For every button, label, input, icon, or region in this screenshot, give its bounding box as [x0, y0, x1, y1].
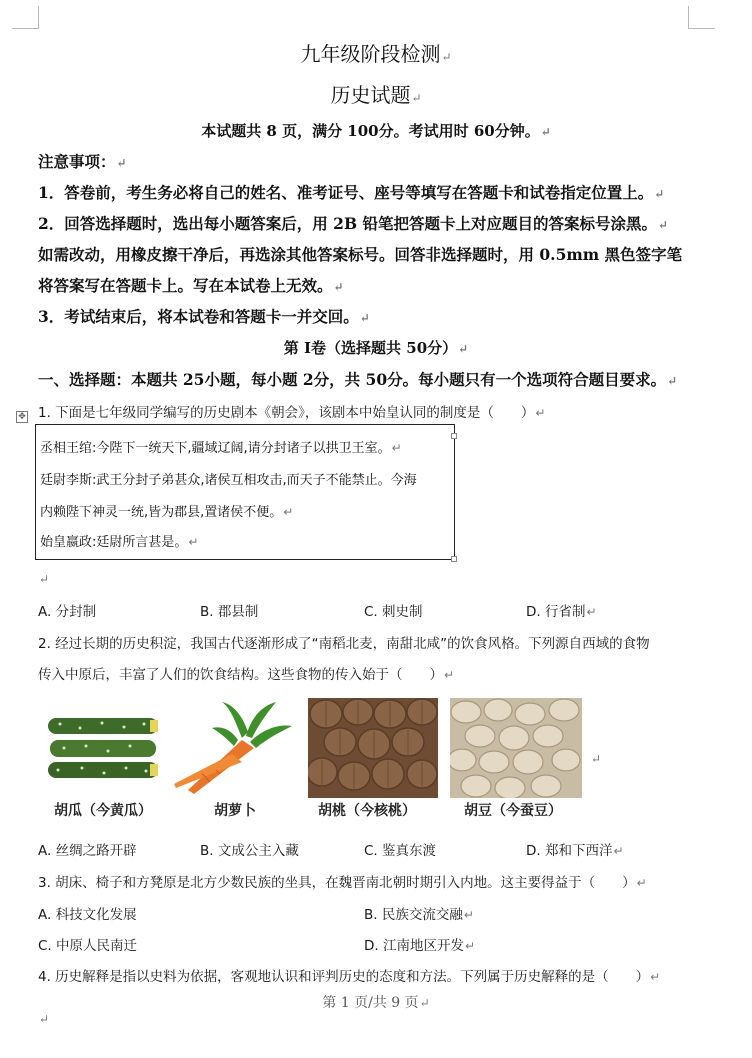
notice-heading: 注意事项：↵ — [38, 152, 127, 171]
cucumber-image — [46, 698, 160, 798]
script-line: 始皇嬴政:廷尉所言甚是。↵ — [40, 535, 199, 550]
corner-mark-right — [688, 6, 715, 29]
question-3-option-b: B. 民族交流交融↵ — [364, 907, 474, 923]
page-footer: 第 1 页/共 9 页↵ — [322, 995, 430, 1011]
page-subtitle: 历史试题↵ — [330, 83, 422, 107]
question-3-option-c: C. 中原人民南迁 — [38, 938, 138, 954]
script-line: 廷尉李斯:武王分封子弟甚众,诸侯互相攻击,而天子不能禁止。今海 — [40, 473, 417, 488]
notice-item: 2．回答选择题时，选出每小题答案后，用 2B 铅笔把答题卡上对应题目的答案标号涂黑。↵ — [38, 214, 669, 233]
question-2-option-a: A. 丝绸之路开辟 — [38, 843, 137, 859]
resize-handle[interactable] — [451, 556, 457, 562]
question-3-stem: 3. 胡床、椅子和方凳原是北方少数民族的坐具，在魏晋南北朝时期引入内地。这主要得益于（ ）↵ — [38, 875, 647, 891]
question-1-option-a: A. 分封制 — [38, 604, 97, 620]
question-2-option-d: D. 郑和下西洋↵ — [526, 843, 624, 859]
carrot-image — [172, 698, 296, 798]
question-2-option-b: B. 文成公主入藏 — [200, 843, 299, 859]
script-textbox[interactable] — [35, 424, 455, 560]
paragraph-mark: ↵ — [591, 752, 602, 766]
page-title: 九年级阶段检测↵ — [300, 42, 452, 66]
food-label-cucumber: 胡瓜（今黄瓜） — [54, 803, 152, 819]
notice-item: 将答案写在答题卡上。写在本试卷上无效。↵ — [38, 276, 344, 295]
script-line: 内赖陛下神灵一统,皆为郡县,置诸侯不便。↵ — [40, 505, 294, 520]
move-handle-icon[interactable]: ✥ — [16, 411, 28, 423]
notice-item: 3．考试结束后，将本试卷和答题卡一并交回。↵ — [38, 307, 370, 326]
question-1-stem: 1. 下面是七年级同学编写的历史剧本《朝会》，该剧本中始皇认同的制度是（ ）↵ — [38, 405, 546, 421]
resize-handle[interactable] — [451, 433, 457, 439]
question-2-stem: 2. 经过长期的历史积淀，我国古代逐渐形成了“南稻北麦，南甜北咸”的饮食风格。下列源自西域的食物 — [38, 636, 650, 652]
food-label-bean: 胡豆（今蚕豆） — [464, 803, 562, 819]
paragraph-mark: ↵ — [39, 1012, 50, 1026]
broad-bean-image — [450, 698, 582, 798]
notice-item: 1．答卷前，考生务必将自己的姓名、准考证号、座号等填写在答题卡和试卷指定位置上。↵ — [38, 183, 665, 202]
question-2-option-c: C. 鉴真东渡 — [364, 843, 437, 859]
question-4-stem: 4. 历史解释是指以史料为依据，客观地认识和评判历史的态度和方法。下列属于历史解释的是（ ）↵ — [38, 969, 661, 985]
question-1-option-c: C. 刺史制 — [364, 604, 423, 620]
question-1-option-b: B. 郡县制 — [200, 604, 259, 620]
question-2-stem: 传入中原后，丰富了人们的饮食结构。这些食物的传入始于（ ）↵ — [38, 667, 455, 683]
section-title: 第 I卷（选择题共 50分）↵ — [283, 339, 469, 357]
food-label-walnut: 胡桃（今核桃） — [318, 803, 416, 819]
walnut-image — [308, 698, 438, 798]
corner-mark-left — [12, 6, 39, 29]
script-line: 丞相王绾:今陛下一统天下,疆域辽阔,请分封诸子以拱卫王室。↵ — [40, 441, 402, 456]
question-1-option-d: D. 行省制↵ — [526, 604, 597, 620]
exam-info: 本试题共 8 页，满分 100分。考试用时 60分钟。↵ — [201, 122, 551, 140]
food-label-carrot: 胡萝卜 — [214, 803, 256, 819]
notice-item: 如需改动，用橡皮擦干净后，再选涂其他答案标号。回答非选择题时，用 0.5mm 黑色签字笔 — [38, 245, 683, 264]
question-3-option-a: A. 科技文化发展 — [38, 907, 137, 923]
paragraph-mark: ↵ — [39, 572, 50, 586]
section-instruction: 一、选择题：本题共 25小题，每小题 2分，共 50分。每小题只有一个选项符合题目要求。↵ — [38, 370, 678, 389]
question-3-option-d: D. 江南地区开发↵ — [364, 938, 476, 954]
